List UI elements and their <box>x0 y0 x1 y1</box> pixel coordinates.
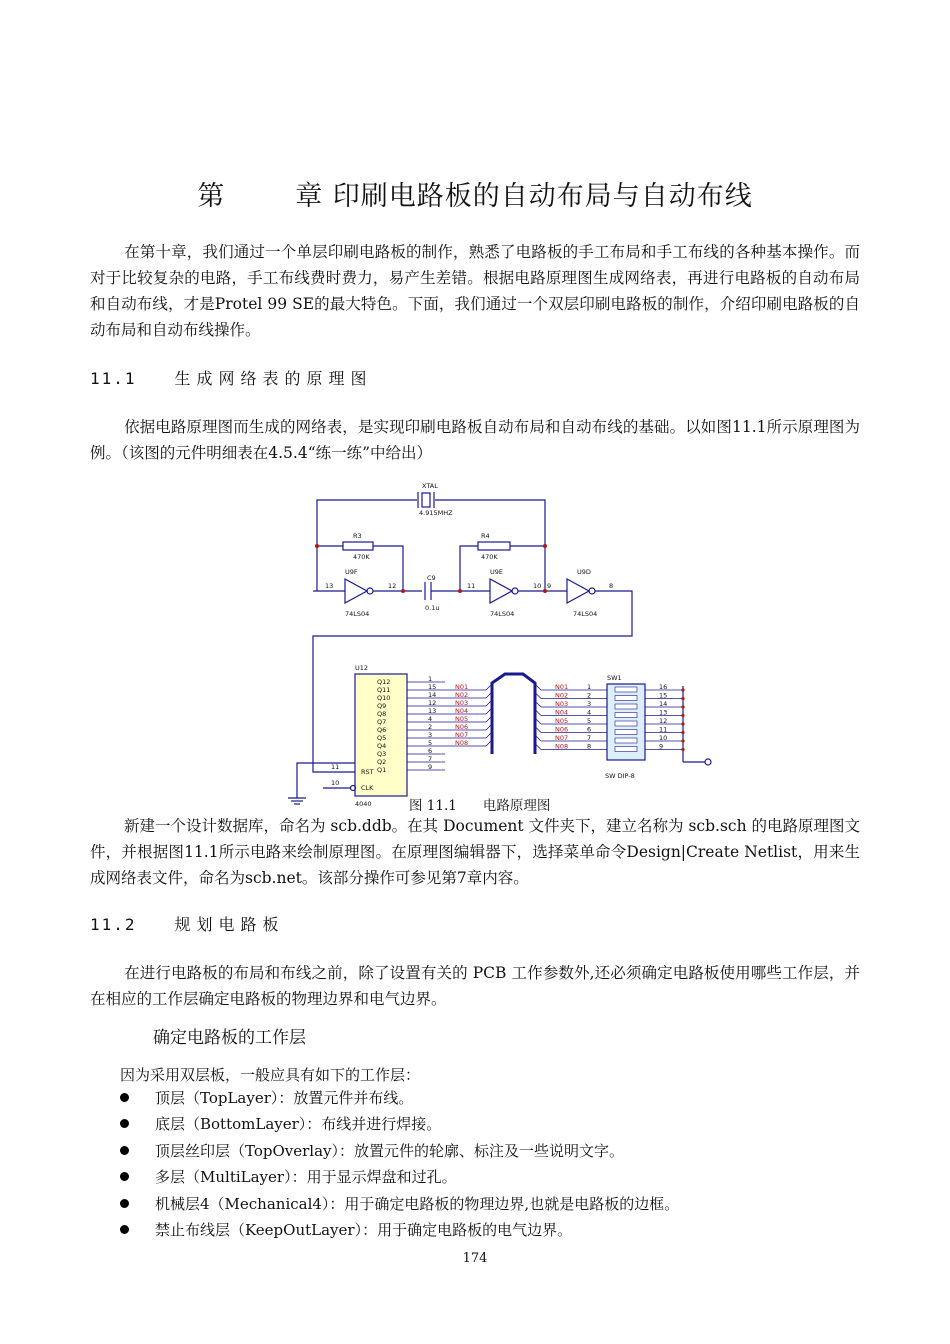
label-rst-pin: 11 <box>331 763 340 771</box>
switch-pin-number: 10 <box>659 734 668 742</box>
label-sw-type: SW DIP-8 <box>605 772 635 780</box>
list-item-text: 顶层（TopLayer）：放置元件并布线。 <box>155 1088 414 1107</box>
net-label: N06 <box>555 725 569 734</box>
u12-pin-number: 5 <box>428 739 433 747</box>
bullet-icon <box>120 1146 129 1155</box>
junction-dot <box>681 697 684 700</box>
net-label: N02 <box>555 691 569 700</box>
resistor-r4 <box>478 542 510 550</box>
u12-pin-number: 12 <box>428 699 437 707</box>
switch-pin-number: 9 <box>659 742 664 751</box>
switch-toggle <box>615 687 637 692</box>
switch-pin-number: 5 <box>587 717 592 725</box>
switch-pin-number: 14 <box>659 700 668 708</box>
section-title: 规划电路板 <box>174 915 285 934</box>
list-item <box>118 1217 878 1244</box>
junction-dot <box>681 722 684 725</box>
post-figure-paragraph <box>90 813 860 891</box>
junction-dot <box>681 705 684 708</box>
junction-dot <box>681 714 684 717</box>
label-u9d: U9D <box>577 568 591 576</box>
label-u9e-type: 74LS04 <box>490 610 515 618</box>
switch-pin-number: 16 <box>659 683 668 691</box>
bullet-icon <box>120 1199 129 1208</box>
net-label: N06 <box>455 723 469 731</box>
u12-output-label: Q9 <box>377 702 387 710</box>
net-label: N02 <box>455 691 469 699</box>
label-r3-value: 470K <box>353 553 370 561</box>
u12-output-label: Q1 <box>377 766 387 774</box>
inverter-u9e <box>490 579 512 603</box>
switch-toggle <box>615 730 637 735</box>
u12-pin-number: 14 <box>428 691 437 699</box>
label-xtal: XTAL <box>422 482 438 490</box>
chapter-name: 章 印刷电路板的自动布局与自动布线 <box>295 181 753 212</box>
inverter-u9d <box>567 579 589 603</box>
switch-pin-number: 15 <box>659 691 668 700</box>
net-label: N01 <box>455 683 469 691</box>
bullet-icon <box>120 1093 129 1102</box>
label-u9f-type: 74LS04 <box>345 610 370 618</box>
label-pin11: 11 <box>467 582 476 590</box>
label-pin13: 13 <box>325 582 334 590</box>
subsection-heading: 确定电路板的工作层 <box>153 1028 306 1048</box>
switch-pin-number: 13 <box>659 708 668 717</box>
u12-output-label: Q5 <box>377 734 387 742</box>
label-u9e: U9E <box>490 568 503 576</box>
label-pin10: 10 <box>533 582 542 590</box>
label-pin8: 8 <box>609 582 614 590</box>
u12-pin-number: 4 <box>428 715 433 723</box>
net-label: N08 <box>455 739 469 747</box>
u12-pin-number: 15 <box>428 683 437 691</box>
switch-pin-number: 7 <box>587 734 592 742</box>
schematic-wires <box>288 492 711 804</box>
list-item-text: 多层（MultiLayer）：用于显示焊盘和过孔。 <box>155 1168 457 1187</box>
label-u9f: U9F <box>345 568 358 576</box>
switch-toggle <box>615 747 637 752</box>
switch-pin-number: 12 <box>659 717 668 725</box>
intro-paragraph <box>90 239 860 343</box>
net-label: N01 <box>555 683 569 691</box>
section-number: 11.1 <box>90 369 137 388</box>
label-r4-value: 470K <box>481 553 498 561</box>
caption-text: 电路原理图 <box>482 798 551 814</box>
u12-pin-number: 1 <box>428 675 433 683</box>
list-item-text: 机械层4（Mechanical4）：用于确定电路板的物理边界,也就是电路板的边框。 <box>155 1194 680 1213</box>
u12-output-label: Q2 <box>377 758 387 766</box>
switch-toggle <box>615 713 637 718</box>
u12-pin-number: 13 <box>428 707 437 715</box>
u12-output-label: Q8 <box>377 710 387 718</box>
label-sw1: SW1 <box>607 674 622 682</box>
chapter-prefix: 第 <box>197 181 226 212</box>
section2-text: 在进行电路板的布局和布线之前，除了设置有关的 PCB 工作参数外,还必须确定电路板使用哪些工作层，并在相应的工作层确定电路板的物理边界和电气边界。 <box>90 964 860 1008</box>
label-clk-pin: 10 <box>331 779 340 787</box>
switch-pin-number: 1 <box>587 683 592 691</box>
net-label: N08 <box>555 742 569 751</box>
label-r3: R3 <box>353 532 362 540</box>
post-figure-text: 新建一个设计数据库，命名为 scb.ddb。在其 Document 文件夹下，建立名称为 scb.sch 的电路原理图文件，并根据图11.1所示电路来绘制原理图。在原理图编辑器下，选择菜单命令Design|Create Netlist，用来生成网络表文件，命名为scb.net。该部分操作可参见第7章内容。 <box>90 817 860 887</box>
junction-dot <box>681 688 684 691</box>
intro-text: 在第十章，我们通过一个单层印刷电路板的制作，熟悉了电路板的手工布局和手工布线的各种基本操作。而对于比较复杂的电路，手工布线费时费力，易产生差错。根据电路原理图生成网络表，再进行电路板的自动布局和自动布线，才是Protel 99 SE的最大特色。下面，我们通过一个双层印刷电路板的制作，介绍印刷电路板的自动布局和自动布线操作。 <box>90 243 860 339</box>
switch-pin-number: 3 <box>587 700 592 708</box>
label-u12: U12 <box>355 664 369 672</box>
bullet-icon <box>120 1119 129 1128</box>
caption-number: 图 11.1 <box>409 798 457 814</box>
net-label: N07 <box>455 731 469 739</box>
net-label: N05 <box>555 717 569 725</box>
u12-output-label: Q7 <box>377 718 387 726</box>
label-u9d-type: 74LS04 <box>573 610 598 618</box>
switch-toggle <box>615 696 637 701</box>
net-label: N07 <box>555 734 569 742</box>
inverter-u9f <box>345 579 367 603</box>
list-item <box>118 1164 878 1191</box>
crystal-symbol <box>422 493 430 507</box>
list-item-text: 顶层丝印层（TopOverlay）：放置元件的轮廓、标注及一些说明文字。 <box>155 1141 625 1160</box>
u12-output-label: Q10 <box>377 694 391 702</box>
bullet-icon <box>120 1225 129 1234</box>
list-item-text: 禁止布线层（KeepOutLayer）：用于确定电路板的电气边界。 <box>155 1221 573 1240</box>
net-label: N03 <box>555 700 569 708</box>
switch-toggle <box>615 721 637 726</box>
list-item <box>118 1111 878 1138</box>
u12-output-label: Q6 <box>377 726 387 734</box>
section-heading-1 <box>90 366 373 389</box>
bullet-icon <box>120 1172 129 1181</box>
output-terminal <box>705 759 711 765</box>
u12-pin-number: 3 <box>428 731 433 739</box>
label-xtal-value: 4.915MHZ <box>419 509 453 517</box>
junction-dot <box>681 731 684 734</box>
label-u12-part: 4040 <box>355 800 372 808</box>
list-item <box>118 1084 878 1111</box>
net-label: N03 <box>455 699 469 707</box>
label-pin12: 12 <box>388 582 397 590</box>
u12-pin-number: 7 <box>428 755 433 763</box>
u12-pin-number: 2 <box>428 723 433 731</box>
u12-pin-number: 6 <box>428 747 433 755</box>
resistor-r3 <box>343 542 373 550</box>
u12-output-label: Q4 <box>377 742 387 750</box>
u12-output-label: Q3 <box>377 750 387 758</box>
layer-list <box>118 1084 878 1243</box>
list-item-text: 底层（BottomLayer）：布线并进行焊接。 <box>155 1115 442 1134</box>
net-label: N04 <box>555 708 569 717</box>
label-clk: CLK <box>361 784 374 792</box>
list-item <box>118 1190 878 1217</box>
section2-paragraph <box>90 960 860 1012</box>
section1-paragraph <box>90 414 860 466</box>
label-pin9: 9 <box>547 582 552 590</box>
switch-toggle <box>615 704 637 709</box>
label-c9-value: 0.1u <box>425 604 440 612</box>
junction-dot <box>681 748 684 751</box>
switch-pin-number: 6 <box>587 725 592 734</box>
label-r4: R4 <box>481 532 490 540</box>
list-item <box>118 1137 878 1164</box>
junction-dot <box>681 739 684 742</box>
figure-caption <box>409 794 550 814</box>
section-title: 生成网络表的原理图 <box>174 369 373 388</box>
schematic-figure <box>285 476 725 811</box>
net-label: N05 <box>455 715 469 723</box>
page-number: 174 <box>462 1251 488 1266</box>
section-heading-2 <box>90 912 285 935</box>
switch-pin-number: 2 <box>587 691 592 700</box>
label-c9: C9 <box>427 574 436 582</box>
section-number: 11.2 <box>90 915 137 934</box>
switch-pin-number: 4 <box>587 708 592 717</box>
switch-pin-number: 11 <box>659 725 668 734</box>
section1-text: 依据电路原理图而生成的网络表，是实现印刷电路板自动布局和自动布线的基础。以如图11.1所示原理图为例。（该图的元件明细表在4.5.4“练一练”中给出） <box>90 418 860 462</box>
switch-pin-number: 8 <box>587 742 592 751</box>
list-intro: 因为采用双层板，一般应具有如下的工作层： <box>120 1066 421 1084</box>
net-label: N04 <box>455 707 469 715</box>
label-rst: RST <box>361 768 374 776</box>
u12-output-label: Q11 <box>377 686 391 694</box>
u12-output-label: Q12 <box>377 678 391 686</box>
switch-toggle <box>615 738 637 743</box>
u12-pin-number: 9 <box>428 763 433 771</box>
chapter-title <box>0 174 950 213</box>
